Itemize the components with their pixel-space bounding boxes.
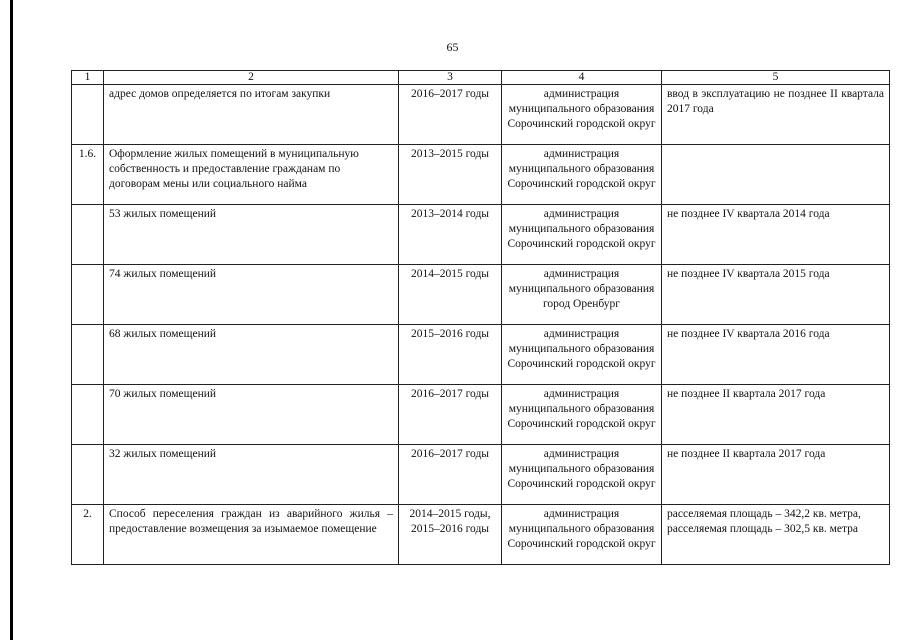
responsible-cell: администрация муниципального образования Сорочинский городской округ	[502, 145, 662, 205]
row-number-cell	[72, 445, 104, 505]
period-cell: 2015–2016 годы	[399, 325, 502, 385]
header-cell-col4: 4	[502, 71, 662, 85]
responsible-cell: администрация муниципального образования Сорочинский городской округ	[502, 445, 662, 505]
period-cell: 2013–2014 годы	[399, 205, 502, 265]
table-row	[72, 265, 890, 325]
row-number-cell: 1.6.	[72, 145, 104, 205]
row-number-cell	[72, 85, 104, 145]
table-row	[72, 85, 890, 145]
scan-edge-mark	[10, 0, 13, 640]
measure-text-cell: 74 жилых помещений	[104, 265, 399, 325]
period-cell: 2014–2015 годы, 2015–2016 годы	[399, 505, 502, 565]
measure-text-cell: 70 жилых помещений	[104, 385, 399, 445]
row-number-cell: 2.	[72, 505, 104, 565]
table-row	[72, 145, 890, 205]
result-cell: не позднее IV квартала 2014 года	[662, 205, 890, 265]
measure-text-cell: 32 жилых помещений	[104, 445, 399, 505]
result-cell: ввод в эксплуатацию не позднее II квартала 2017 года	[662, 85, 890, 145]
period-cell: 2016–2017 годы	[399, 85, 502, 145]
result-cell	[662, 145, 890, 205]
result-cell: не позднее IV квартала 2015 года	[662, 265, 890, 325]
table-header-row	[72, 71, 890, 85]
measure-text-cell: 53 жилых помещений	[104, 205, 399, 265]
responsible-cell: администрация муниципального образования город Оренбург	[502, 265, 662, 325]
header-cell-col2: 2	[104, 71, 399, 85]
responsible-cell: администрация муниципального образования Сорочинский городской округ	[502, 205, 662, 265]
result-cell: не позднее II квартала 2017 года	[662, 385, 890, 445]
row-number-cell	[72, 205, 104, 265]
responsible-cell: администрация муниципального образования Сорочинский городской округ	[502, 505, 662, 565]
header-cell-col5: 5	[662, 71, 890, 85]
result-cell: не позднее IV квартала 2016 года	[662, 325, 890, 385]
table-row	[72, 205, 890, 265]
header-cell-col3: 3	[399, 71, 502, 85]
plan-table	[71, 70, 890, 565]
table-row	[72, 385, 890, 445]
period-cell: 2014–2015 годы	[399, 265, 502, 325]
measure-text-cell: Оформление жилых помещений в муниципальную собственность и предоставление гражданам по договорам мены или социального найма	[104, 145, 399, 205]
row-number-cell	[72, 385, 104, 445]
row-number-cell	[72, 325, 104, 385]
result-cell: не позднее II квартала 2017 года	[662, 445, 890, 505]
responsible-cell: администрация муниципального образования Сорочинский городской округ	[502, 385, 662, 445]
table-row	[72, 445, 890, 505]
period-cell: 2016–2017 годы	[399, 445, 502, 505]
measure-text-cell: 68 жилых помещений	[104, 325, 399, 385]
table-row	[72, 325, 890, 385]
header-cell-col1: 1	[72, 71, 104, 85]
table-row	[72, 505, 890, 565]
measure-text-cell: адрес домов определяется по итогам закупки	[104, 85, 399, 145]
row-number-cell	[72, 265, 104, 325]
period-cell: 2013–2015 годы	[399, 145, 502, 205]
measure-text-cell: Способ переселения граждан из аварийного жилья – предоставление возмещения за изымаемое помещение	[104, 505, 399, 565]
responsible-cell: администрация муниципального образования Сорочинский городской округ	[502, 85, 662, 145]
page-number: 65	[446, 40, 459, 54]
period-cell: 2016–2017 годы	[399, 385, 502, 445]
result-cell: расселяемая площадь – 342,2 кв. метра, расселяемая площадь – 302,5 кв. метра	[662, 505, 890, 565]
responsible-cell: администрация муниципального образования Сорочинский городской округ	[502, 325, 662, 385]
